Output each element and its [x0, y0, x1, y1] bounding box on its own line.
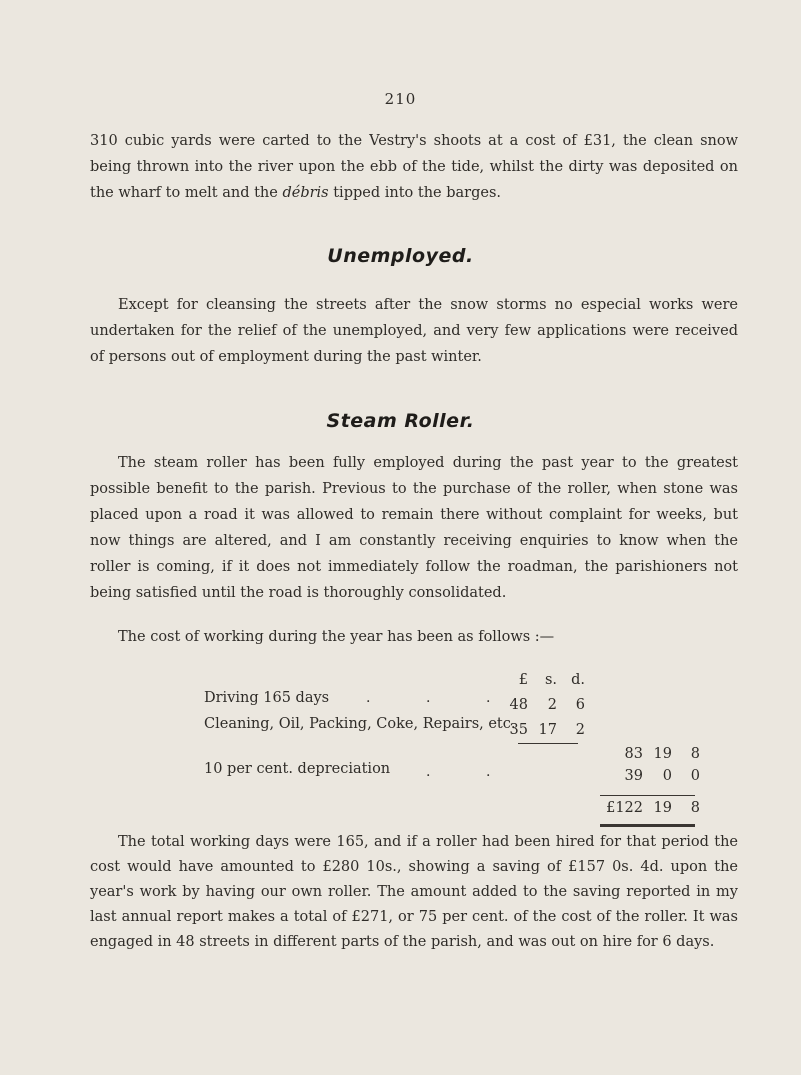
subtotal-pence: 8	[690, 746, 700, 762]
total-pounds: £122	[606, 800, 643, 816]
cost-intro-paragraph	[90, 624, 738, 650]
closing-paragraph	[90, 830, 738, 955]
depreciation-pounds: 39	[624, 768, 643, 784]
row-driving-pounds: 48	[509, 697, 528, 713]
leader-dot: .	[486, 690, 491, 706]
row-label-cleaning: Cleaning, Oil, Packing, Coke, Repairs, etc.	[204, 716, 516, 732]
subtotal-pounds: 83	[624, 746, 643, 762]
steam-roller-heading: Steam Roller.	[326, 410, 475, 432]
header-pounds: £	[518, 672, 528, 688]
depreciation-shillings: 0	[662, 768, 672, 784]
leader-dot: .	[486, 764, 491, 780]
unemployed-paragraph	[90, 292, 738, 370]
unemployed-text: Except for cleansing the streets after the snow storms no especial works were undertaken for the relief of the unemployed, and very few applications were received of persons out of employment during the past winter.	[90, 297, 738, 365]
leader-dot: .	[426, 690, 431, 706]
intro-italic-word: débris	[282, 185, 329, 201]
intro-paragraph	[90, 128, 738, 206]
steam-roller-text: The steam roller has been fully employed during the past year to the greatest possible benefit to the parish. Previous to the purchase of the roller, when stone was placed upon a road it was allowed to remain there without complaint for weeks, but now things are altered, and I am constantly receiving enquiries to know when the roller is coming, if it does not immediately follow the roadman, the parishioners not being satisfied until the road is thoroughly consolidated.	[90, 455, 738, 601]
row-label-depreciation: 10 per cent. depreciation	[204, 761, 391, 777]
closing-text: The total working days were 165, and if a roller had been hired for that period the cost would have amounted to £280 10s., showing a saving of £157 0s. 4d. upon the year's work by having our own roller. The amount added to the saving reported in my last annual report makes a total of £271, or 75 per cent. of the cost of the roller. It was engaged in 48 streets in different parts of the parish, and was out on hire for 6 days.	[90, 834, 738, 950]
intro-end: tipped into the barges.	[328, 185, 502, 201]
row-cleaning-pounds: 35	[509, 722, 528, 738]
row-driving-pence: 6	[575, 697, 585, 713]
cost-intro-text: The cost of working during the year has been as follows :—	[118, 629, 555, 645]
row-cleaning-shillings: 17	[538, 722, 557, 738]
header-pence: d.	[571, 672, 585, 688]
row-cleaning-pence: 2	[575, 722, 585, 738]
steam-roller-paragraph	[90, 450, 738, 606]
total-pence: 8	[690, 800, 700, 816]
leader-dot: .	[366, 690, 371, 706]
row-label-driving: Driving 165 days	[204, 690, 330, 706]
header-shillings: s.	[544, 672, 557, 688]
depreciation-pence: 0	[690, 768, 700, 784]
intro-text: 310 cubic yards were carted to the Vestry's shoots at a cost of £31, the clean snow being thrown into the river upon the ebb of the tide, whilst the dirty was deposited on the wharf to melt and the	[90, 133, 738, 201]
subtotal-shillings: 19	[653, 746, 672, 762]
total-double-rule	[600, 824, 695, 827]
total-rule	[600, 795, 695, 796]
unemployed-heading: Unemployed.	[327, 245, 474, 267]
page-number: 210	[384, 90, 417, 108]
leader-dot: .	[426, 764, 431, 780]
subtotal-rule	[518, 743, 578, 744]
total-shillings: 19	[653, 800, 672, 816]
row-driving-shillings: 2	[547, 697, 557, 713]
